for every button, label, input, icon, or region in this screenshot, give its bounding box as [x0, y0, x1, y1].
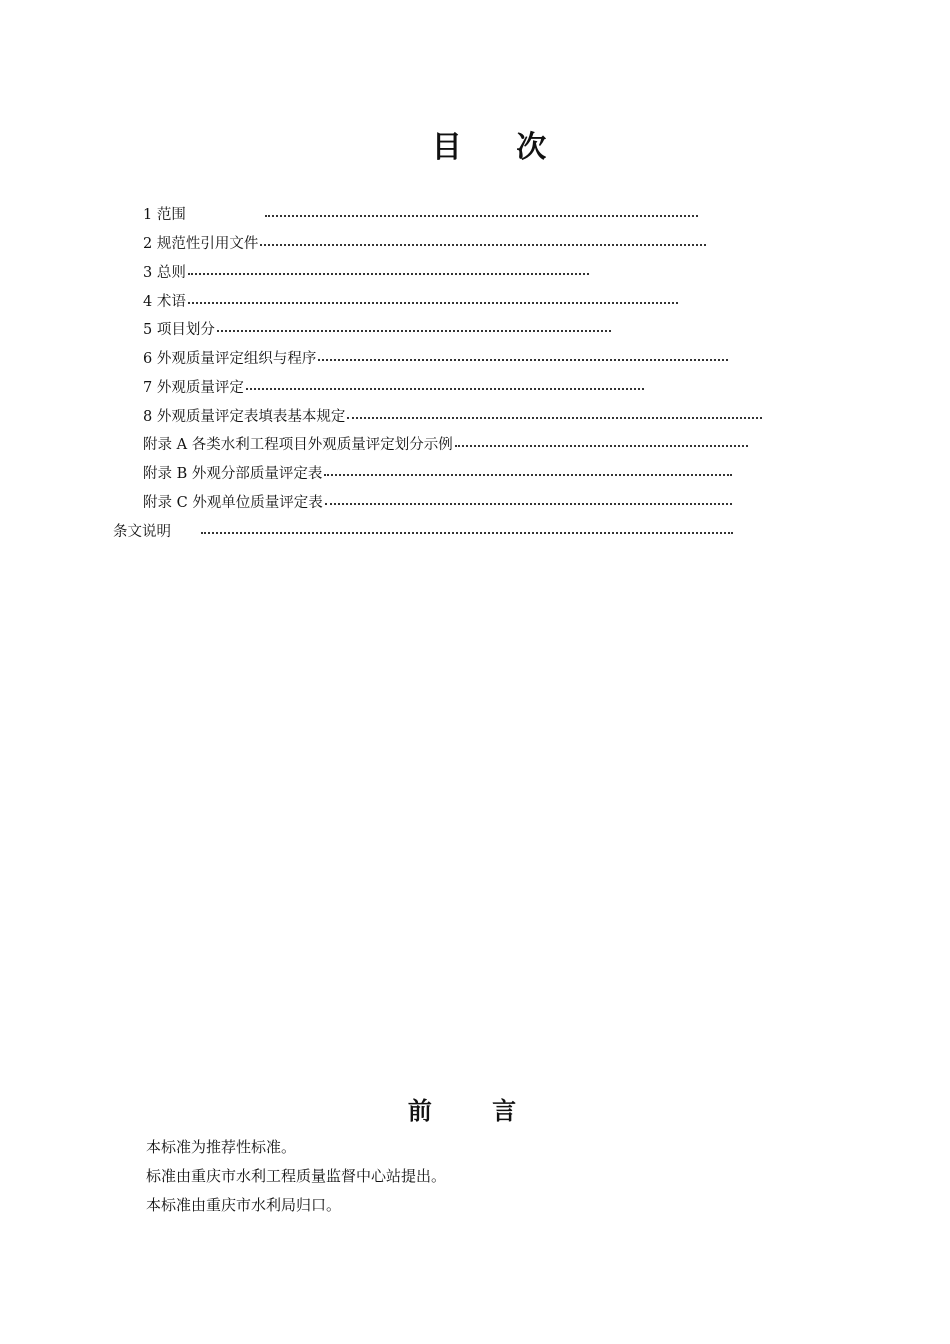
preface-paragraph: 本标准为推荐性标准。 — [146, 1138, 297, 1156]
toc-entry-terms[interactable] — [143, 288, 678, 312]
toc-entry-appendix-c[interactable] — [143, 489, 732, 513]
toc-entry-label: 附录 B 外观分部质量评定表 — [143, 465, 323, 482]
toc-leader-dots — [201, 532, 733, 534]
toc-entry-evaluation-organization[interactable] — [143, 345, 728, 369]
toc-entry-label: 6 外观质量评定组织与程序 — [143, 350, 317, 367]
toc-leader-dots — [318, 359, 728, 361]
toc-leader-dots — [260, 244, 706, 246]
toc-entry-explanation[interactable] — [113, 518, 733, 542]
toc-entry-appendix-b[interactable] — [143, 460, 732, 484]
toc-leader-dots — [265, 215, 698, 217]
toc-entry-label: 7 外观质量评定 — [143, 379, 244, 396]
toc-title: 目 次 — [431, 130, 569, 165]
toc-entry-normative-references[interactable] — [143, 230, 706, 254]
toc-entry-scope[interactable] — [143, 201, 698, 225]
toc-leader-dots — [188, 302, 678, 304]
toc-list — [0, 0, 950, 560]
toc-entry-general[interactable] — [143, 259, 589, 283]
toc-entry-label: 4 术语 — [143, 293, 186, 310]
toc-leader-dots — [325, 503, 732, 505]
toc-entry-label: 2 规范性引用文件 — [143, 235, 259, 252]
toc-leader-dots — [455, 445, 748, 447]
toc-entry-label: 5 项目划分 — [143, 321, 215, 338]
toc-entry-label: 3 总则 — [143, 264, 186, 281]
toc-leader-dots — [188, 273, 589, 275]
preface-title: 前 言 — [407, 1096, 543, 1125]
toc-leader-dots — [324, 474, 732, 476]
toc-entry-label: 附录 A 各类水利工程项目外观质量评定划分示例 — [143, 436, 453, 453]
toc-leader-dots — [246, 388, 644, 390]
toc-leader-dots — [217, 330, 611, 332]
preface-paragraph: 标准由重庆市水利工程质量监督中心站提出。 — [146, 1167, 447, 1185]
toc-entry-label: 附录 C 外观单位质量评定表 — [143, 494, 323, 511]
toc-entry-label: 8 外观质量评定表填表基本规定 — [143, 408, 346, 425]
toc-entry-form-rules[interactable] — [143, 403, 762, 427]
toc-leader-dots — [347, 417, 762, 419]
preface-paragraph: 本标准由重庆市水利局归口。 — [146, 1196, 342, 1214]
toc-entry-label: 条文说明 — [113, 523, 171, 540]
toc-entry-quality-evaluation[interactable] — [143, 374, 644, 398]
toc-entry-project-division[interactable] — [143, 316, 611, 340]
toc-entry-label: 1 范围 — [143, 206, 186, 223]
toc-entry-appendix-a[interactable] — [143, 431, 748, 455]
